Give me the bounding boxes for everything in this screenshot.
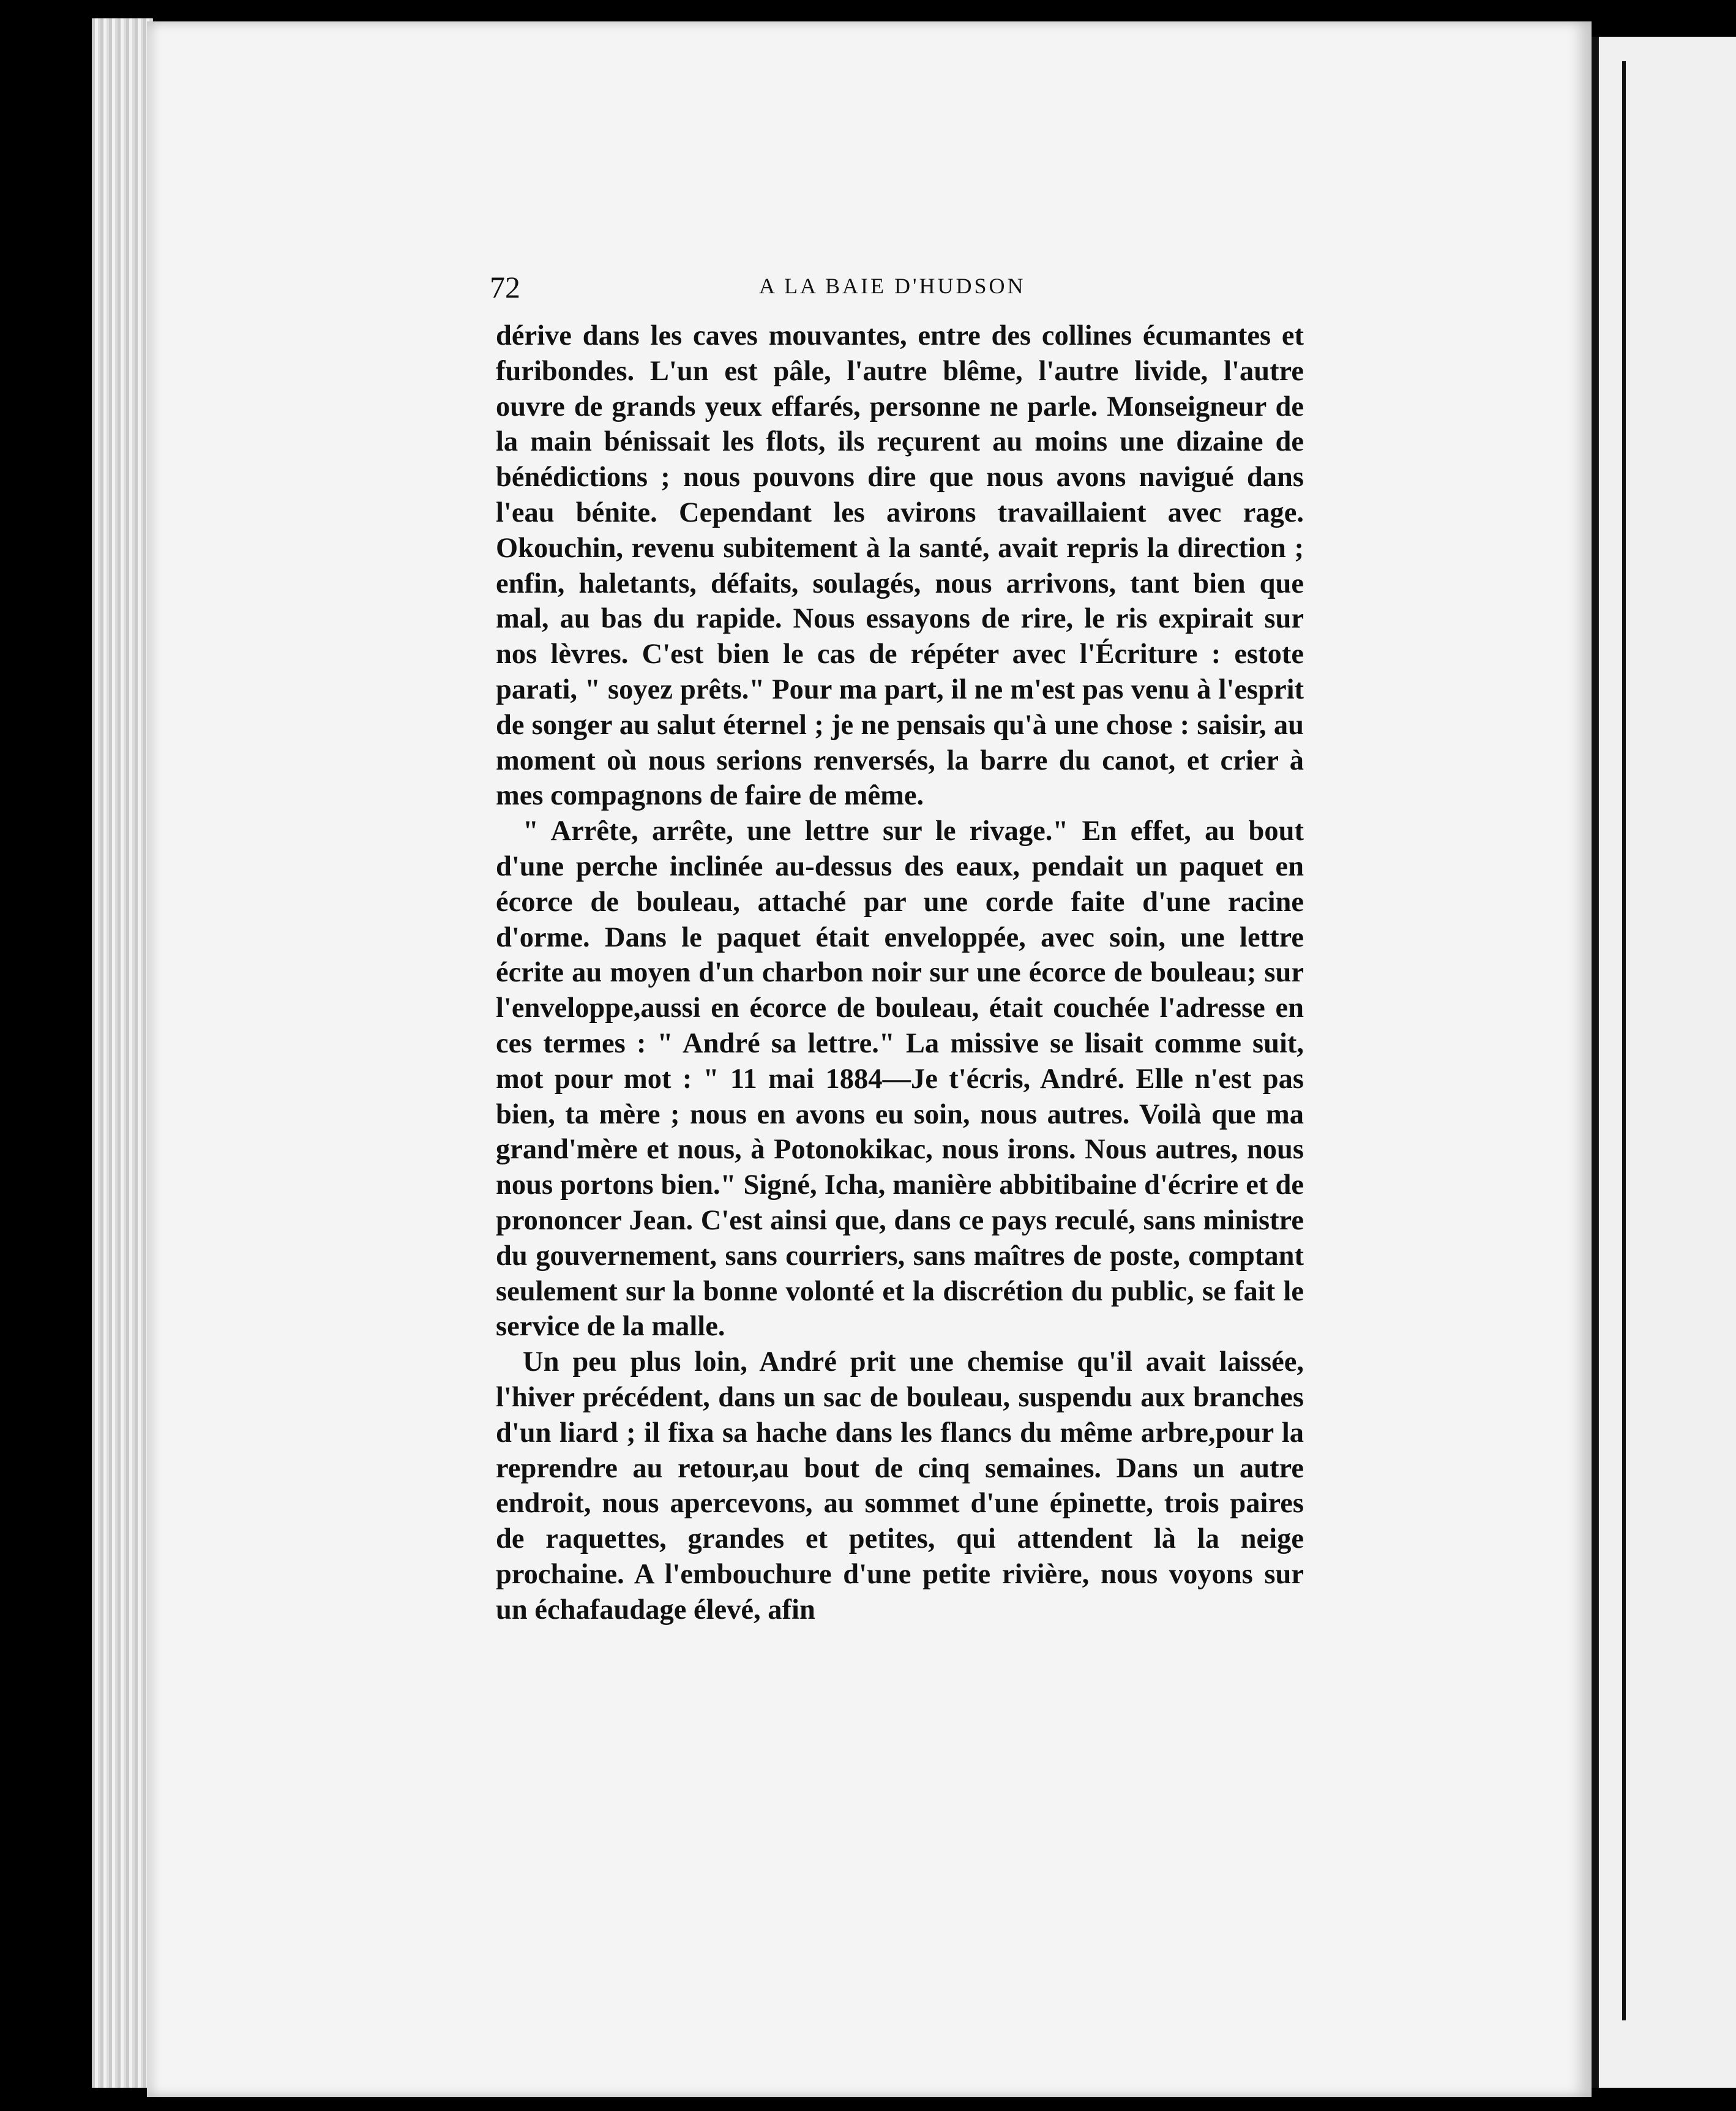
- facing-page-strip: [1592, 37, 1736, 2088]
- paragraph: " Arrête, arrête, une lettre sur le rivage." En effet, au bout d'une perche inclinée au-dessus des eaux, pendait un paquet en écorce de bouleau, attaché par une corde faite d'une racine d'orme. Dans le paquet était enveloppée, avec soin, une lettre écrite au moyen d'un charbon noir sur une écorce de bouleau; sur l'enveloppe,aussi en écorce de bouleau, était couchée l'adresse en ces termes : " André sa lettre." La missive se lisait comme suit, mot pour mot : " 11 mai 1884—Je t'écris, André. Elle n'est pas bien, ta mère ; nous en avons eu soin, nous autres. Voilà que ma grand'mère et nous, à Potonokikac, nous irons. Nous autres, nous nous portons bien." Signé, Icha, manière abbitibaine d'écrire et de prononcer Jean. C'est ainsi que, dans ce pays reculé, sans ministre du gouvernement, sans courriers, sans maîtres de poste, comptant seulement sur la bonne volonté et la discrétion du public, se fait le service de la malle.: [496, 816, 1304, 1343]
- paragraph: Un peu plus loin, André prit une chemise qu'il avait laissée, l'hiver précédent, dans un sac de bouleau, suspendu aux branches d'un liard ; il fixa sa hache dans les flancs du même arbre,pour la reprendre au retour,au bout de cinq semaines. Dans un autre endroit, nous apercevons, au sommet d'une épinette, trois paires de raquettes, grandes et petites, qui attendent là la neige prochaine. A l'embouchure d'une petite rivière, nous voyons sur un échafaudage élevé, afin: [496, 1346, 1304, 1625]
- page-number: 72: [490, 270, 520, 304]
- book-page-edges: [92, 18, 153, 2088]
- paragraph: dérive dans les caves mouvantes, entre des collines écumantes et furibondes. L'un est pâle, l'autre blême, l'autre livide, l'autre ouvre de grands yeux effarés, personne ne parle. Monseigneur de la main bénissait les flots, ils reçurent au moins une dizaine de bénédictions ; nous pouvons dire que nous avons navigué dans l'eau bénite. Cependant les avirons travaillaient avec rage. Okouchin, revenu subitement à la santé, avait repris la direction ; enfin, haletants, défaits, soulagés, nous arrivons, tant bien que mal, au bas du rapide. Nous essayons de rire, le ris expirait sur nos lèvres. C'est bien le cas de répéter avec l'Écriture : estote parati, " soyez prêts." Pour ma part, il ne m'est pas venu à l'esprit de songer au salut éternel ; je ne pensais qu'à une chose : saisir, au moment où nous serions renversés, la barre du canot, et crier à mes compagnons de faire de même.: [496, 320, 1304, 812]
- running-title: A LA BAIE D'HUDSON: [759, 274, 1026, 298]
- body-text: [496, 318, 1304, 1627]
- running-header: [490, 269, 1053, 306]
- page-gutter-line: [1598, 37, 1599, 2088]
- page-edge-line: [1622, 61, 1626, 2020]
